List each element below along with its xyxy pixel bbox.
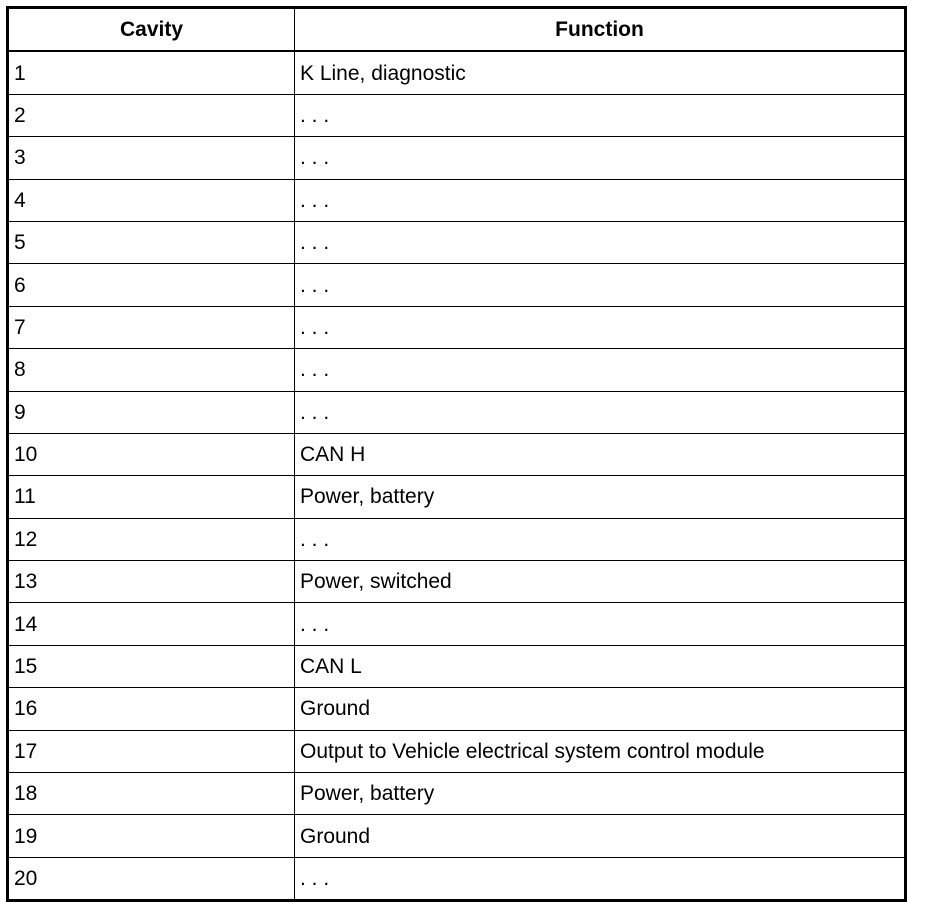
table-row (8, 518, 906, 560)
function-cell: . . . (295, 179, 906, 221)
table-row (8, 94, 906, 136)
function-cell: . . . (295, 306, 906, 348)
function-cell: Output to Vehicle electrical system control module (295, 730, 906, 772)
table-row (8, 306, 906, 348)
function-cell: CAN H (295, 433, 906, 475)
table-header (8, 8, 906, 52)
function-cell: . . . (295, 349, 906, 391)
cavity-cell: 19 (8, 815, 295, 857)
table-body (8, 51, 906, 900)
function-cell: . . . (295, 391, 906, 433)
cavity-cell: 3 (8, 137, 295, 179)
function-cell: CAN L (295, 645, 906, 687)
table-row (8, 221, 906, 263)
cavity-cell: 17 (8, 730, 295, 772)
table-row (8, 137, 906, 179)
table-row (8, 391, 906, 433)
table-row (8, 857, 906, 900)
function-cell: K Line, diagnostic (295, 51, 906, 94)
column-header-cavity: Cavity (8, 8, 295, 52)
column-header-function: Function (295, 8, 906, 52)
cavity-cell: 12 (8, 518, 295, 560)
cavity-cell: 5 (8, 221, 295, 263)
table-row (8, 476, 906, 518)
table-row (8, 603, 906, 645)
table-row (8, 433, 906, 475)
cavity-cell: 4 (8, 179, 295, 221)
table-row (8, 773, 906, 815)
table-row (8, 179, 906, 221)
table-header-row (8, 8, 906, 52)
table-row (8, 51, 906, 94)
cavity-cell: 9 (8, 391, 295, 433)
table-row (8, 264, 906, 306)
cavity-cell: 11 (8, 476, 295, 518)
function-cell: . . . (295, 603, 906, 645)
cavity-cell: 20 (8, 857, 295, 900)
function-cell: . . . (295, 221, 906, 263)
cavity-cell: 8 (8, 349, 295, 391)
table-row (8, 349, 906, 391)
function-cell: Power, battery (295, 773, 906, 815)
function-cell: . . . (295, 857, 906, 900)
function-cell: Ground (295, 688, 906, 730)
function-cell: Power, battery (295, 476, 906, 518)
function-cell: Power, switched (295, 561, 906, 603)
cavity-cell: 15 (8, 645, 295, 687)
connector-cavity-table (6, 6, 907, 902)
function-cell: . . . (295, 137, 906, 179)
function-cell: . . . (295, 518, 906, 560)
table-row (8, 645, 906, 687)
cavity-cell: 18 (8, 773, 295, 815)
table-row (8, 688, 906, 730)
cavity-cell: 2 (8, 94, 295, 136)
table-row (8, 561, 906, 603)
cavity-cell: 14 (8, 603, 295, 645)
function-cell: . . . (295, 94, 906, 136)
table-row (8, 815, 906, 857)
function-cell: . . . (295, 264, 906, 306)
cavity-cell: 7 (8, 306, 295, 348)
cavity-cell: 13 (8, 561, 295, 603)
cavity-cell: 10 (8, 433, 295, 475)
connector-cavity-table-wrapper (6, 6, 904, 902)
cavity-cell: 1 (8, 51, 295, 94)
cavity-cell: 16 (8, 688, 295, 730)
function-cell: Ground (295, 815, 906, 857)
table-row (8, 730, 906, 772)
cavity-cell: 6 (8, 264, 295, 306)
